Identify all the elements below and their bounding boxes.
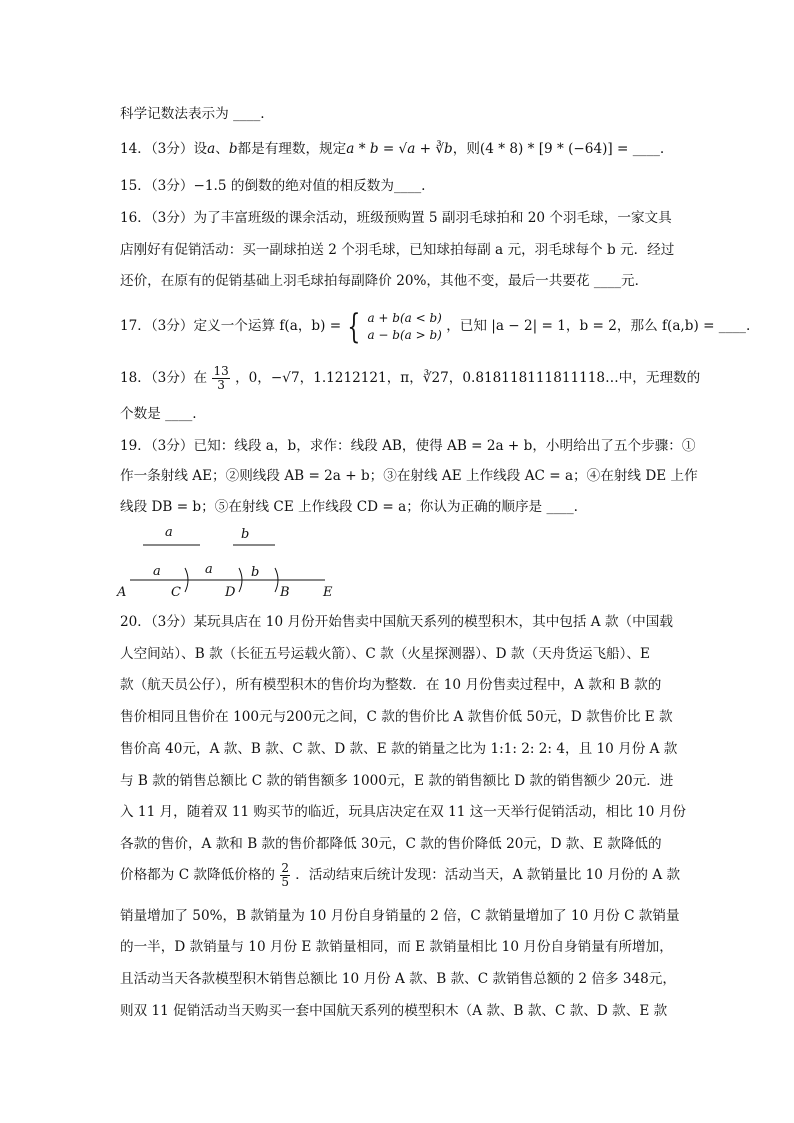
q18-fraction — [212, 365, 229, 392]
q14-definition: a * b = √a + ∛b — [346, 141, 453, 157]
q20-line-3: 款（航天员公仔），所有模型积木的售价均为整数．在 10 月份售卖过程中，A 款和 B 款的 — [120, 677, 662, 693]
q20-frac-den: 5 — [281, 875, 289, 889]
point-d-label: D — [225, 585, 236, 600]
q20-line-6: 与 B 款的销售总额比 C 款的销售额多 1000元，E 款的销售额比 D 款的销售额少 20元．进 — [120, 773, 674, 789]
q20-line-2: 人空间站）、B 款（长征五号运载火箭）、C 款（火星探测器）、D 款（天舟货运飞船）、E — [120, 646, 650, 662]
ray-label-a2: a — [205, 562, 213, 577]
q19-line-3: 线段 DB = b；⑤在射线 CE 上作线段 CD = a；你认为正确的顺序是 ____. — [120, 499, 578, 515]
left-brace-icon: { — [347, 306, 361, 347]
q20-line-9 — [120, 858, 680, 892]
q20-line-13: 则双 11 促销活动当天购买一套中国航天系列的模型积木（A 款、B 款、C 款、D 款、E 款 — [120, 1003, 668, 1019]
q18-rest: ，0，−√7，1.1212121，π，∛27，0.818118111811118…中，无理数的 — [235, 370, 701, 386]
q16-line-3: 还价，在原有的促销基础上羽毛球拍每副降价 20%，其他不变，最后一共要花 ____元． — [120, 273, 649, 289]
q13-tail: 科学记数法表示为 ____. — [120, 106, 265, 122]
q18-line-1 — [120, 362, 700, 394]
q17 — [120, 306, 750, 346]
point-b-label: B — [280, 585, 290, 600]
q19-line-2: 作一条射线 AE；②则线段 AB = 2a + b；③在射线 AE 上作线段 AC = a；④在射线 DE 上作 — [120, 468, 698, 484]
q17-cases — [367, 310, 441, 344]
q20-line-9-end: ．活动结束后统计发现：活动当天，A 款销量比 10 月份的 A 款 — [295, 867, 681, 883]
q14-expression: (4 * 8) * [9 * (−64)] = ____. — [479, 141, 665, 157]
q20-line-11: 的一半，D 款销量与 10 月份 E 款销量相同，而 E 款销量相比 10 月份自身销量有所增加， — [120, 939, 673, 955]
q20-line-7: 入 11 月，随着双 11 购买节的临近，玩具店决定在双 11 这一天举行促销活动，相比 10 月份 — [120, 804, 686, 820]
ray-label-a1: a — [153, 564, 161, 579]
given-segment-a-label: a — [165, 525, 173, 540]
q20-fraction — [280, 862, 290, 889]
q16-line-1: 16．（3分）为了丰富班级的课余活动，班级预购置 5 副羽毛球拍和 20 个羽毛球，一家文具 — [120, 210, 672, 226]
q14 — [120, 139, 664, 159]
point-a-label: A — [117, 585, 127, 600]
q20-line-1: 20．（3分）某玩具店在 10 月份开始售卖中国航天系列的模型积木，其中包括 A 款（中国载 — [120, 614, 673, 630]
q17-case-1: a + b(a < b) — [367, 310, 442, 325]
q17-prefix: 17．（3分）定义一个运算 f(a，b) = — [120, 318, 342, 334]
segment-diagram — [115, 520, 345, 600]
q18-line-2: 个数是 ____. — [120, 406, 197, 422]
q20-line-10: 销量增加了 50%，B 款销量为 10 月份自身销量的 2 倍，C 款销量增加了 10 月份 C 款销量 — [120, 908, 680, 924]
q20-line-9-start: 价格都为 C 款降低价格的 — [120, 867, 275, 883]
given-segment-b-label: b — [241, 527, 250, 542]
q20-line-5: 售价高 40元，A 款、B 款、C 款、D 款、E 款的销量之比为 1:1: 2: 2: 4，且 10 月份 A 款 — [120, 741, 678, 757]
q20-frac-num: 2 — [281, 861, 289, 875]
q14-mid: 都是有理数，规定 — [237, 141, 347, 157]
point-e-label: E — [323, 585, 333, 600]
q18-frac-num: 13 — [213, 364, 229, 378]
ray-label-b: b — [251, 565, 260, 580]
point-c-label: C — [171, 585, 181, 600]
q18-frac-den: 3 — [217, 378, 225, 392]
q14-then: ，则 — [452, 141, 480, 157]
q19-line-1: 19．（3分）已知：线段 a，b，求作：线段 AB，使得 AB = 2a + b，小明给出了五个步骤：① — [120, 438, 696, 454]
q20-line-4: 售价相同且售价在 100元与200元之间，C 款的售价比 A 款售价低 50元，D 款售价比 E 款 — [120, 709, 673, 725]
q14-var-a: a — [207, 141, 216, 157]
segment-diagram-svg — [115, 520, 345, 600]
q15: 15．（3分）−1.5 的倒数的绝对值的相反数为____. — [120, 178, 426, 194]
q20-line-8: 各款的售价，A 款和 B 款的售价都降低 30元，C 款的售价降低 20元，D 款、E 款降低的 — [120, 836, 662, 852]
q20-line-12: 且活动当天各款模型积木销售总额比 10 月份 A 款、B 款、C 款销售总额的 2 倍多 348元， — [120, 971, 676, 987]
q18-prefix: 18．（3分）在 — [120, 370, 208, 386]
q17-suffix: ，已知 |a − 2| = 1，b = 2，那么 f(a,b) = ____. — [446, 318, 751, 334]
q17-case-2: a − b(a > b) — [367, 327, 442, 342]
q14-prefix: 14．（3分）设 — [120, 141, 208, 157]
q16-line-2: 店刚好有促销活动：买一副球拍送 2 个羽毛球，已知球拍每副 a 元，羽毛球每个 b 元．经过 — [120, 242, 675, 258]
q14-sep: 、 — [215, 141, 229, 157]
q14-var-b: b — [228, 141, 238, 157]
